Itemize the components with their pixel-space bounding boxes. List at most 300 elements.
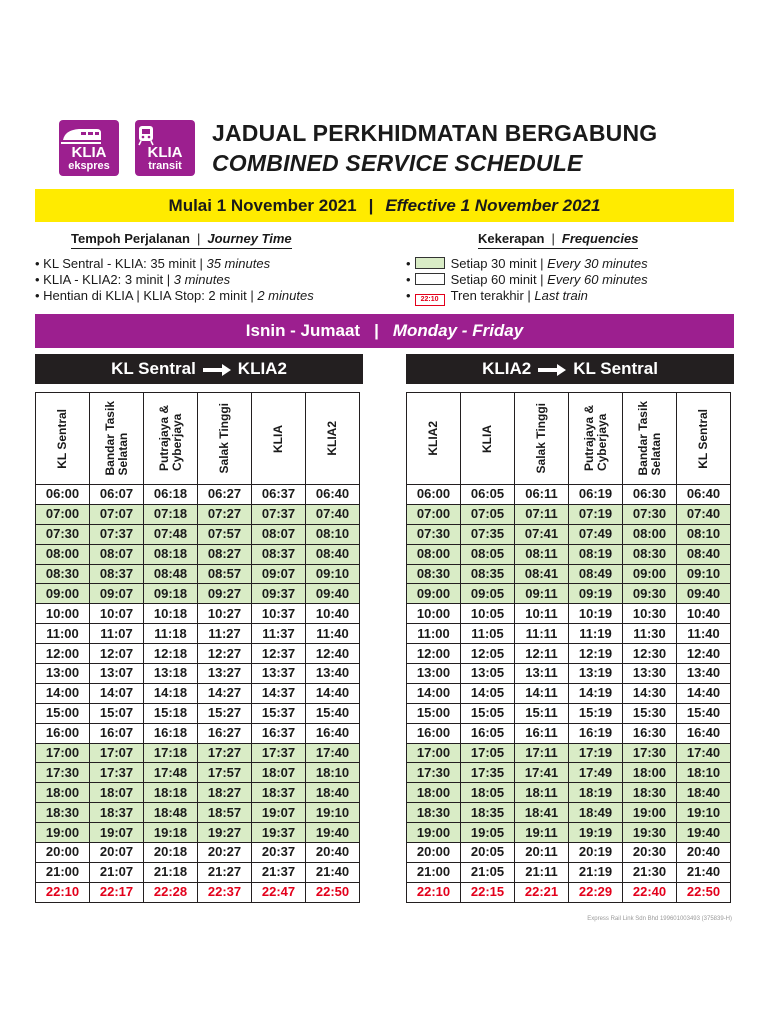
station-name: Bandar Tasik Selatan — [635, 401, 663, 476]
frequency-item-english: Every 30 minutes — [547, 256, 648, 271]
time-cell: 06:37 — [252, 485, 306, 505]
time-cell: 17:37 — [252, 743, 306, 763]
time-cell: 22:15 — [461, 882, 515, 902]
time-cell: 21:27 — [198, 862, 252, 882]
time-cell: 07:30 — [36, 524, 90, 544]
station-header — [515, 393, 569, 485]
frequency-heading-malay: Kekerapan — [478, 231, 545, 246]
time-cell: 08:40 — [306, 544, 360, 564]
time-cell: 17:30 — [36, 763, 90, 783]
time-cell: 08:10 — [306, 524, 360, 544]
time-cell: 07:18 — [144, 504, 198, 524]
time-cell: 10:37 — [252, 604, 306, 624]
time-cell: 09:19 — [569, 584, 623, 604]
table-row — [36, 862, 360, 882]
table-row — [36, 803, 360, 823]
time-cell: 15:05 — [461, 703, 515, 723]
footer-company-note: Express Rail Link Sdn Bhd 199601003493 (375839-H) — [587, 916, 732, 922]
time-cell: 19:07 — [252, 803, 306, 823]
time-cell: 06:30 — [623, 485, 677, 505]
time-cell: 12:40 — [306, 644, 360, 664]
time-cell: 20:05 — [461, 843, 515, 863]
table-row — [36, 683, 360, 703]
time-cell: 08:05 — [461, 544, 515, 564]
time-cell: 19:10 — [306, 803, 360, 823]
time-cell: 13:05 — [461, 664, 515, 684]
time-cell: 07:00 — [36, 504, 90, 524]
table-row — [407, 544, 731, 564]
station-name: KLIA2 — [325, 421, 339, 456]
time-cell: 20:30 — [623, 843, 677, 863]
time-cell: 21:37 — [252, 862, 306, 882]
list-item — [406, 256, 648, 272]
time-cell: 09:18 — [144, 584, 198, 604]
time-cell: 19:18 — [144, 823, 198, 843]
time-cell: 22:28 — [144, 882, 198, 902]
time-cell: 17:05 — [461, 743, 515, 763]
days-malay: Isnin - Jumaat — [245, 321, 361, 340]
time-cell: 14:40 — [677, 683, 731, 703]
train-front-icon — [59, 124, 103, 146]
station-header — [36, 393, 90, 485]
effective-malay: Mulai 1 November 2021 — [168, 196, 357, 215]
time-cell: 11:18 — [144, 624, 198, 644]
time-cell: 17:19 — [569, 743, 623, 763]
station-name: Salak Tinggi — [534, 403, 548, 474]
time-cell: 08:19 — [569, 544, 623, 564]
time-cell: 18:48 — [144, 803, 198, 823]
table-row — [407, 683, 731, 703]
time-cell: 19:19 — [569, 823, 623, 843]
time-cell: 09:00 — [407, 584, 461, 604]
time-cell: 19:40 — [677, 823, 731, 843]
outbound-timetable — [35, 392, 360, 903]
time-cell: 11:05 — [461, 624, 515, 644]
time-cell: 15:40 — [677, 703, 731, 723]
time-cell: 12:00 — [36, 644, 90, 664]
time-cell: 22:17 — [90, 882, 144, 902]
time-cell: 08:48 — [144, 564, 198, 584]
frequency-item-english: Every 60 minutes — [547, 272, 648, 287]
legend-swatch-green — [415, 257, 445, 269]
time-cell: 16:40 — [306, 723, 360, 743]
time-cell: 20:00 — [407, 843, 461, 863]
time-cell: 22:10 — [407, 882, 461, 902]
time-cell: 09:10 — [306, 564, 360, 584]
table-row — [407, 584, 731, 604]
time-cell: 14:40 — [306, 683, 360, 703]
time-cell: 21:05 — [461, 862, 515, 882]
table-row — [407, 664, 731, 684]
time-cell: 18:05 — [461, 783, 515, 803]
time-cell: 20:19 — [569, 843, 623, 863]
time-cell: 12:05 — [461, 644, 515, 664]
time-cell: 16:00 — [407, 723, 461, 743]
journey-item-malay: • Hentian di KLIA | KLIA Stop: 2 minit | — [35, 288, 254, 303]
time-cell: 14:07 — [90, 683, 144, 703]
time-cell: 11:11 — [515, 624, 569, 644]
table-row — [407, 504, 731, 524]
days-english: Monday - Friday — [392, 321, 524, 340]
klia-ekspres-logo — [59, 120, 119, 176]
time-cell: 20:37 — [252, 843, 306, 863]
time-cell: 21:00 — [407, 862, 461, 882]
time-cell: 08:18 — [144, 544, 198, 564]
time-cell: 10:40 — [677, 604, 731, 624]
time-cell: 09:27 — [198, 584, 252, 604]
time-cell: 11:40 — [306, 624, 360, 644]
table-row — [36, 743, 360, 763]
time-cell: 09:10 — [677, 564, 731, 584]
effective-date-banner — [35, 189, 734, 222]
time-cell: 06:00 — [36, 485, 90, 505]
time-cell: 06:27 — [198, 485, 252, 505]
time-cell: 18:07 — [252, 763, 306, 783]
table-row — [36, 644, 360, 664]
time-cell: 08:00 — [623, 524, 677, 544]
frequency-heading-english: Frequencies — [561, 231, 639, 246]
time-cell: 08:49 — [569, 564, 623, 584]
time-cell: 17:37 — [90, 763, 144, 783]
table-row — [36, 882, 360, 902]
time-cell: 06:07 — [90, 485, 144, 505]
time-cell: 17:40 — [306, 743, 360, 763]
time-cell: 17:35 — [461, 763, 515, 783]
frequency-item-malay: Setiap 60 minit | — [450, 272, 544, 287]
route-from: KL Sentral — [111, 359, 196, 378]
time-cell: 17:00 — [36, 743, 90, 763]
time-cell: 06:00 — [407, 485, 461, 505]
time-cell: 21:18 — [144, 862, 198, 882]
time-cell: 19:10 — [677, 803, 731, 823]
time-cell: 17:30 — [407, 763, 461, 783]
time-cell: 18:11 — [515, 783, 569, 803]
time-cell: 21:00 — [36, 862, 90, 882]
station-name: Putrajaya & Cyberjaya — [581, 405, 609, 472]
table-row — [407, 604, 731, 624]
time-cell: 09:40 — [677, 584, 731, 604]
logo-line2: ekspres — [68, 160, 110, 172]
station-name: Salak Tinggi — [217, 403, 231, 474]
time-cell: 18:27 — [198, 783, 252, 803]
time-cell: 13:40 — [677, 664, 731, 684]
time-cell: 12:37 — [252, 644, 306, 664]
station-header — [306, 393, 360, 485]
journey-item-english: 3 minutes — [173, 272, 231, 287]
time-cell: 18:30 — [407, 803, 461, 823]
time-cell: 16:00 — [36, 723, 90, 743]
time-cell: 09:00 — [36, 584, 90, 604]
time-cell: 12:27 — [198, 644, 252, 664]
time-cell: 18:37 — [252, 783, 306, 803]
time-cell: 17:27 — [198, 743, 252, 763]
time-cell: 18:19 — [569, 783, 623, 803]
time-cell: 10:11 — [515, 604, 569, 624]
bullet: • — [406, 288, 411, 303]
station-header — [198, 393, 252, 485]
table-row — [36, 664, 360, 684]
time-cell: 08:30 — [407, 564, 461, 584]
station-header-row — [36, 393, 360, 485]
station-header — [623, 393, 677, 485]
time-cell: 09:07 — [90, 584, 144, 604]
time-cell: 07:11 — [515, 504, 569, 524]
time-cell: 10:18 — [144, 604, 198, 624]
time-cell: 19:00 — [407, 823, 461, 843]
time-cell: 08:37 — [252, 544, 306, 564]
time-cell: 10:19 — [569, 604, 623, 624]
time-cell: 07:40 — [306, 504, 360, 524]
time-cell: 10:07 — [90, 604, 144, 624]
time-cell: 07:57 — [198, 524, 252, 544]
time-cell: 13:11 — [515, 664, 569, 684]
time-cell: 22:50 — [306, 882, 360, 902]
table-row — [407, 624, 731, 644]
station-name: Bandar Tasik Selatan — [102, 401, 130, 476]
time-cell: 21:07 — [90, 862, 144, 882]
time-cell: 07:40 — [677, 504, 731, 524]
time-cell: 18:10 — [677, 763, 731, 783]
table-row — [36, 544, 360, 564]
table-row — [36, 703, 360, 723]
route-from: KLIA2 — [482, 359, 532, 378]
title-malay: JADUAL PERKHIDMATAN BERGABUNG — [212, 120, 658, 146]
time-cell: 06:05 — [461, 485, 515, 505]
time-cell: 16:27 — [198, 723, 252, 743]
time-cell: 11:40 — [677, 624, 731, 644]
time-cell: 14:37 — [252, 683, 306, 703]
time-cell: 17:30 — [623, 743, 677, 763]
station-name: KLIA — [480, 424, 494, 453]
table-row — [36, 485, 360, 505]
time-cell: 08:10 — [677, 524, 731, 544]
time-cell: 06:11 — [515, 485, 569, 505]
frequency-list — [406, 256, 648, 306]
time-cell: 15:00 — [407, 703, 461, 723]
table-row — [36, 723, 360, 743]
time-cell: 14:11 — [515, 683, 569, 703]
time-cell: 20:18 — [144, 843, 198, 863]
time-cell: 18:49 — [569, 803, 623, 823]
time-cell: 16:19 — [569, 723, 623, 743]
time-cell: 14:18 — [144, 683, 198, 703]
time-cell: 09:11 — [515, 584, 569, 604]
table-row — [36, 584, 360, 604]
logo-line1: KLIA — [71, 144, 107, 161]
time-cell: 07:41 — [515, 524, 569, 544]
logo-line2: transit — [148, 160, 182, 172]
time-cell: 13:27 — [198, 664, 252, 684]
time-cell: 20:40 — [306, 843, 360, 863]
time-cell: 19:07 — [90, 823, 144, 843]
time-cell: 19:11 — [515, 823, 569, 843]
time-cell: 20:00 — [36, 843, 90, 863]
time-cell: 09:40 — [306, 584, 360, 604]
list-item — [406, 272, 648, 288]
time-cell: 13:19 — [569, 664, 623, 684]
time-cell: 19:37 — [252, 823, 306, 843]
time-cell: 19:00 — [36, 823, 90, 843]
time-cell: 18:07 — [90, 783, 144, 803]
time-cell: 11:00 — [36, 624, 90, 644]
time-cell: 16:07 — [90, 723, 144, 743]
legend-swatch-white — [415, 273, 445, 285]
time-cell: 08:35 — [461, 564, 515, 584]
time-cell: 13:00 — [407, 664, 461, 684]
time-cell: 21:30 — [623, 862, 677, 882]
time-cell: 14:00 — [407, 683, 461, 703]
frequency-item-malay: Tren terakhir | — [450, 288, 531, 303]
time-cell: 20:07 — [90, 843, 144, 863]
table-row — [407, 862, 731, 882]
time-cell: 15:19 — [569, 703, 623, 723]
table-row — [407, 823, 731, 843]
time-cell: 22:29 — [569, 882, 623, 902]
time-cell: 07:30 — [407, 524, 461, 544]
table-row — [36, 783, 360, 803]
station-name: KL Sentral — [55, 408, 69, 469]
time-cell: 09:07 — [252, 564, 306, 584]
station-name: KL Sentral — [696, 408, 710, 469]
station-header — [90, 393, 144, 485]
journey-item-english: 35 minutes — [206, 256, 271, 271]
table-row — [407, 485, 731, 505]
time-cell: 14:05 — [461, 683, 515, 703]
time-cell: 15:27 — [198, 703, 252, 723]
time-cell: 15:30 — [623, 703, 677, 723]
time-cell: 18:00 — [36, 783, 90, 803]
arrow-right-icon — [202, 363, 232, 377]
table-row — [407, 644, 731, 664]
time-cell: 06:40 — [306, 485, 360, 505]
table-row — [36, 604, 360, 624]
list-item — [35, 272, 314, 288]
time-cell: 07:00 — [407, 504, 461, 524]
time-cell: 21:40 — [306, 862, 360, 882]
time-cell: 14:00 — [36, 683, 90, 703]
table-row — [407, 723, 731, 743]
frequency-item-english: Last train — [534, 288, 588, 303]
time-cell: 13:07 — [90, 664, 144, 684]
time-cell: 22:50 — [677, 882, 731, 902]
station-header — [461, 393, 515, 485]
table-row — [407, 743, 731, 763]
time-cell: 09:00 — [623, 564, 677, 584]
table-row — [407, 803, 731, 823]
effective-english: Effective 1 November 2021 — [385, 196, 601, 215]
time-cell: 08:41 — [515, 564, 569, 584]
time-cell: 07:05 — [461, 504, 515, 524]
time-cell: 17:49 — [569, 763, 623, 783]
klia-transit-logo — [135, 120, 195, 176]
time-cell: 15:18 — [144, 703, 198, 723]
time-cell: 15:00 — [36, 703, 90, 723]
time-cell: 18:35 — [461, 803, 515, 823]
time-cell: 08:00 — [36, 544, 90, 564]
time-cell: 08:37 — [90, 564, 144, 584]
table-row — [36, 843, 360, 863]
time-cell: 18:00 — [623, 763, 677, 783]
separator: | — [368, 196, 374, 215]
time-cell: 12:18 — [144, 644, 198, 664]
time-cell: 10:27 — [198, 604, 252, 624]
time-cell: 11:37 — [252, 624, 306, 644]
inbound-route-header — [406, 354, 734, 384]
page-title — [212, 118, 657, 178]
time-cell: 07:19 — [569, 504, 623, 524]
days-banner — [35, 314, 734, 348]
time-cell: 17:11 — [515, 743, 569, 763]
separator: | — [551, 231, 555, 246]
time-cell: 09:37 — [252, 584, 306, 604]
table-row — [36, 504, 360, 524]
time-cell: 14:30 — [623, 683, 677, 703]
time-cell: 09:30 — [623, 584, 677, 604]
time-cell: 07:35 — [461, 524, 515, 544]
time-cell: 07:27 — [198, 504, 252, 524]
time-cell: 08:40 — [677, 544, 731, 564]
inbound-timetable — [406, 392, 731, 903]
table-row — [407, 783, 731, 803]
time-cell: 12:19 — [569, 644, 623, 664]
bullet: • — [406, 256, 411, 271]
time-cell: 18:37 — [90, 803, 144, 823]
time-cell: 18:30 — [623, 783, 677, 803]
time-cell: 11:19 — [569, 624, 623, 644]
time-cell: 13:00 — [36, 664, 90, 684]
outbound-route-header — [35, 354, 363, 384]
time-cell: 07:37 — [252, 504, 306, 524]
time-cell: 17:48 — [144, 763, 198, 783]
time-cell: 21:11 — [515, 862, 569, 882]
time-cell: 22:21 — [515, 882, 569, 902]
train-front-icon — [135, 124, 157, 146]
time-cell: 10:00 — [36, 604, 90, 624]
time-cell: 18:10 — [306, 763, 360, 783]
table-row — [407, 524, 731, 544]
table-row — [36, 624, 360, 644]
station-header — [569, 393, 623, 485]
time-cell: 13:18 — [144, 664, 198, 684]
time-cell: 17:07 — [90, 743, 144, 763]
journey-time-list — [35, 256, 314, 304]
time-cell: 16:30 — [623, 723, 677, 743]
time-cell: 07:07 — [90, 504, 144, 524]
time-cell: 18:00 — [407, 783, 461, 803]
time-cell: 18:30 — [36, 803, 90, 823]
legend-swatch-red: 22:10 — [415, 294, 445, 306]
time-cell: 15:07 — [90, 703, 144, 723]
time-cell: 19:40 — [306, 823, 360, 843]
time-cell: 12:00 — [407, 644, 461, 664]
station-header — [252, 393, 306, 485]
time-cell: 08:07 — [252, 524, 306, 544]
time-cell: 18:41 — [515, 803, 569, 823]
table-row — [407, 763, 731, 783]
time-cell: 08:00 — [407, 544, 461, 564]
time-cell: 07:30 — [623, 504, 677, 524]
table-row — [36, 564, 360, 584]
time-cell: 10:30 — [623, 604, 677, 624]
time-cell: 20:40 — [677, 843, 731, 863]
time-cell: 13:37 — [252, 664, 306, 684]
time-cell: 11:07 — [90, 624, 144, 644]
time-cell: 08:30 — [623, 544, 677, 564]
time-cell: 08:27 — [198, 544, 252, 564]
time-cell: 15:40 — [306, 703, 360, 723]
time-cell: 19:05 — [461, 823, 515, 843]
station-header — [407, 393, 461, 485]
